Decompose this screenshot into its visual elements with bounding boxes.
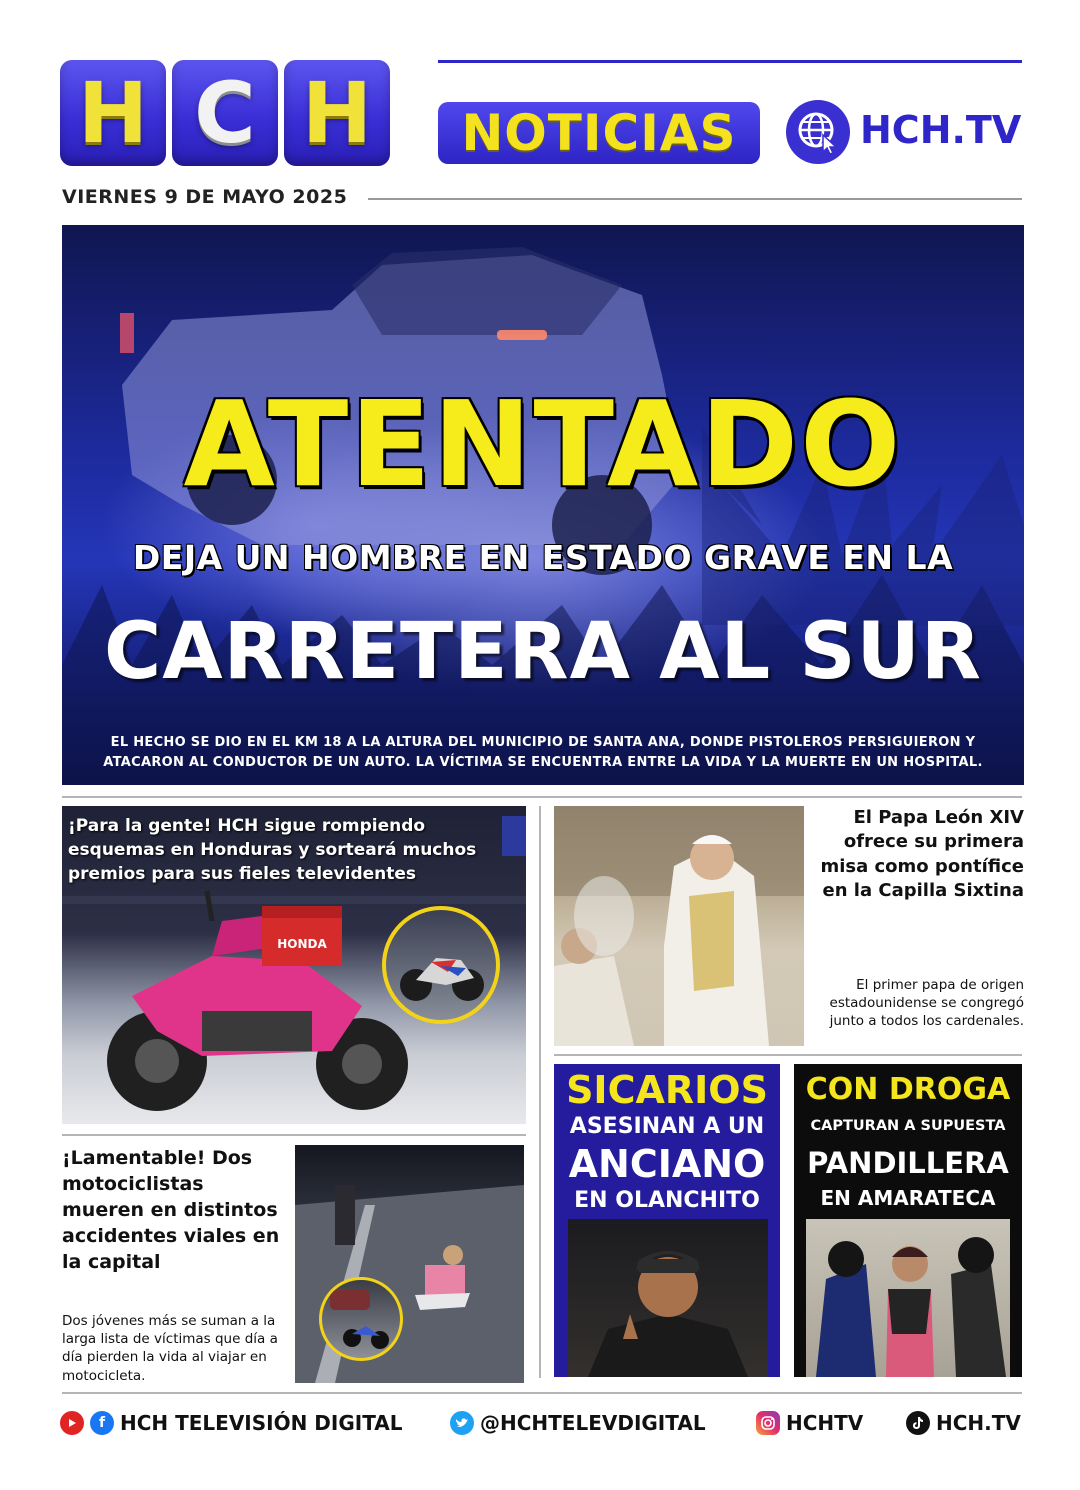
issue-date: VIERNES 9 DE MAYO 2025 [62,186,348,208]
header-rule [438,60,1022,63]
footer-twitter-label: @HCHTELEVDIGITAL [480,1411,706,1435]
logo-tile-h1 [60,60,166,166]
footer-rule [62,1392,1022,1394]
droga-line1: CON DROGA [805,1072,1011,1107]
date-rule [368,198,1022,200]
youtube-icon[interactable] [60,1411,84,1435]
logo-tile-c [172,60,278,166]
footer-instagram-label: HCHTV [786,1411,864,1435]
footer-tiktok-label: HCH.TV [936,1411,1021,1435]
story-lamentable-title[interactable]: ¡Lamentable! Dos motociclistas mueren en distintos accidentes viales en la capital [62,1147,280,1274]
story-papa-body: El primer papa de origen estadounidense se congregó junto a todos los cardenales. [829,977,1024,1030]
droga-line4: EN AMARATECA [820,1186,996,1210]
sicarios-line3: ANCIANO [568,1142,766,1186]
story-lamentable-body: Dos jóvenes más se suman a la larga lista de víctimas que día a día pierden la vida al viajar en motocicleta. [62,1313,278,1384]
tiktok-icon[interactable] [906,1411,930,1435]
inset-accident-photo [319,1277,403,1361]
logo-tile-h2 [284,60,390,166]
main-story[interactable] [62,225,1024,785]
main-summary: EL HECHO SE DIO EN EL KM 18 A LA ALTURA DEL MUNICIPIO DE SANTA ANA, DONDE PISTOLEROS PERSIGUIERON Y ATACARON AL CONDUCTOR DE UN AUTO. LA VÍCTIMA SE ENCUENTRA ENTRE LA VIDA Y LA MUERTE EN UN HOSPITAL. [103,735,983,770]
main-headline: ATENTADO [183,375,903,513]
droga-line2: CAPTURAN A SUPUESTA [810,1118,1006,1134]
sicarios-line4: EN OLANCHITO [574,1188,760,1213]
section-divider [554,1054,1022,1056]
svg-text:HONDA: HONDA [277,937,327,951]
hch-logo [60,60,390,166]
story-sorteo[interactable] [62,806,526,1124]
globe-cursor-icon[interactable] [786,100,850,164]
story-sicarios-panel[interactable] [554,1064,780,1377]
footer-facebook-label: HCH TELEVISIÓN DIGITAL [120,1411,403,1435]
story-droga-panel[interactable] [794,1064,1022,1377]
facebook-icon[interactable]: f [90,1411,114,1435]
logo-letter: C [194,64,256,162]
footer-twitter[interactable] [450,1408,706,1438]
footer-youtube-facebook[interactable] [60,1408,403,1438]
logo-letter: H [301,64,373,162]
elderly-man-photo [568,1219,768,1377]
noticias-label: NOTICIAS [461,104,737,162]
sicarios-line1: SICARIOS [566,1068,768,1112]
arrest-photo [806,1219,1010,1377]
footer-instagram[interactable] [756,1408,863,1438]
site-name[interactable]: HCH.TV [860,108,1022,152]
accident-photo[interactable] [295,1145,524,1383]
droga-line3: PANDILLERA [807,1146,1009,1180]
section-divider [62,1134,526,1136]
pope-mass-photo[interactable] [554,806,804,1046]
twitter-icon[interactable] [450,1411,474,1435]
logo-letter: H [77,64,149,162]
inset-motorcycle-photo [382,906,500,1024]
instagram-icon[interactable] [756,1411,780,1435]
main-subheadline: DEJA UN HOMBRE EN ESTADO GRAVE EN LA [132,538,954,577]
footer-tiktok[interactable] [906,1408,1021,1438]
main-headline-location: CARRETERA AL SUR [104,607,982,697]
noticias-badge [438,102,760,164]
story-papa-title[interactable]: El Papa León XIV ofrece su primera misa como pontífice en la Capilla Sixtina [820,807,1024,901]
section-divider [62,796,1022,798]
sicarios-line2: ASESINAN A UN [569,1114,765,1139]
column-divider [539,806,541,1378]
story-sorteo-title: ¡Para la gente! HCH sigue rompiendo esquemas en Honduras y sorteará muchos premios para sus fieles televidentes [68,816,477,885]
